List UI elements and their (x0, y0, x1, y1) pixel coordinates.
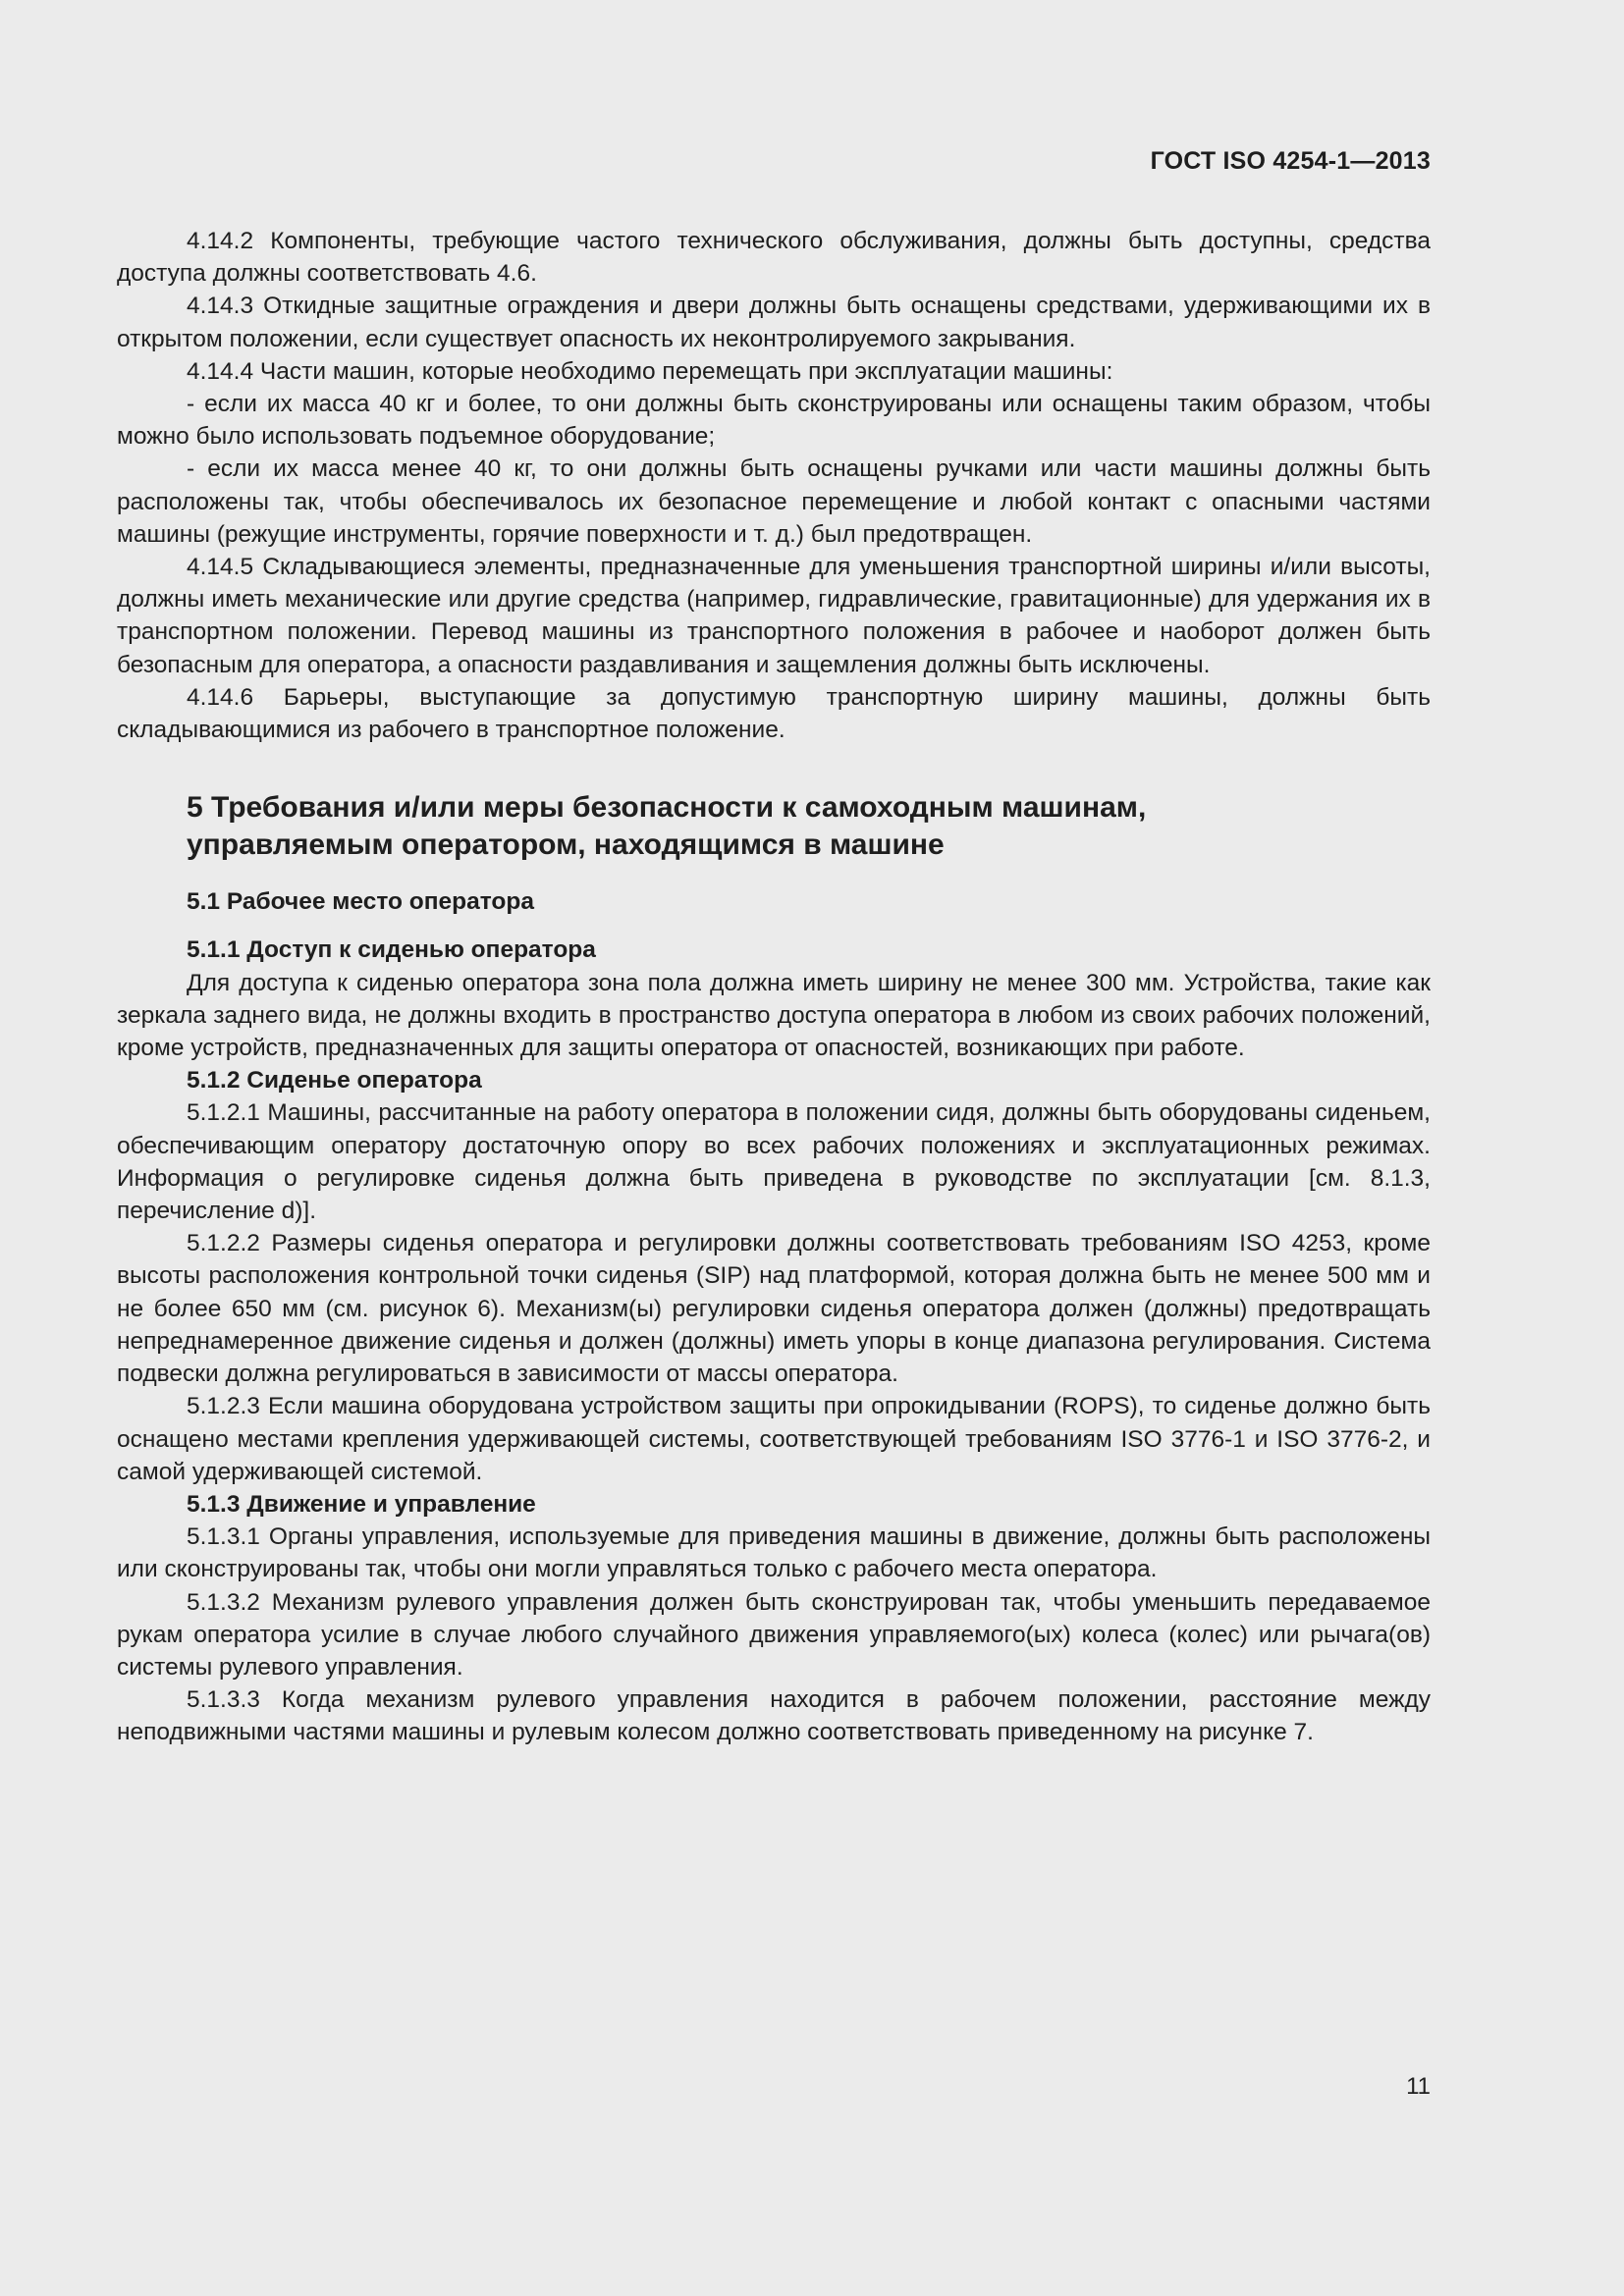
document-code-header: ГОСТ ISO 4254-1—2013 (1150, 147, 1431, 175)
heading-5-1-2: 5.1.2 Сиденье оператора (187, 1067, 482, 1095)
page-number: 11 (1406, 2073, 1431, 2100)
heading-5-1-1: 5.1.1 Доступ к сиденью оператора (187, 936, 596, 964)
section-5-title-line1: 5 Требования и/или меры безопасности к самоходным машинам, (187, 791, 1147, 825)
paragraph-4-14-6: 4.14.6 Барьеры, выступающие за допустимую транспортную ширину машины, должны быть складывающимися из рабочего в транспортное положение. (117, 683, 1431, 744)
section-5-title-line2: управляемым оператором, находящимся в машине (187, 828, 945, 862)
list-item-mass-under-40kg: - если их масса менее 40 кг, то они должны быть оснащены ручками или части машины должны быть расположены так, чтобы обеспечивалось их безопасное перемещение и любой контакт с опасными частями машины (режущие инструменты, горячие поверхности и т. д.) был предотвращен. (117, 455, 1431, 548)
paragraph-4-14-5: 4.14.5 Складывающиеся элементы, предназначенные для уменьшения транспортной ширины и/или высоты, должны иметь механические или другие средства (например, гидравлические, гравитационные) для удержания их в транспортном положении. Перевод машины из транспортного положения в рабочее и наоборот должен быть безопасным для оператора, а опасности раздавливания и защемления должны быть исключены. (117, 554, 1431, 678)
paragraph-4-14-4: 4.14.4 Части машин, которые необходимо перемещать при эксплуатации машины: (187, 357, 1113, 385)
paragraph-5-1-1: Для доступа к сиденью оператора зона пола должна иметь ширину не менее 300 мм. Устройства, такие как зеркала заднего вида, не должны входить в пространство доступа оператора в любом из своих рабочих положений, кроме устройств, предназначенных для защиты оператора от опасностей, возникающих при работе. (117, 969, 1431, 1062)
paragraph-5-1-2-3: 5.1.2.3 Если машина оборудована устройством защиты при опрокидывании (ROPS), то сиденье должно быть оснащено местами крепления удерживающей системы, соответствующей требованиям ISO 3776-1 и ISO 3776-2, и самой удерживающей системой. (117, 1393, 1431, 1485)
heading-5-1: 5.1 Рабочее место оператора (187, 888, 534, 916)
heading-5-1-3: 5.1.3 Движение и управление (187, 1490, 536, 1518)
section-5-title (187, 789, 1431, 864)
paragraph-5-1-2-1: 5.1.2.1 Машины, рассчитанные на работу оператора в положении сидя, должны быть оборудованы сиденьем, обеспечивающим оператору достаточную опору во всех рабочих положениях и эксплуатационных режимах. Информация о регулировке сиденья должна быть приведена в руководстве по эксплуатации [см. 8.1.3, перечисление d)]. (117, 1099, 1431, 1225)
paragraph-5-1-2-2: 5.1.2.2 Размеры сиденья оператора и регулировки должны соответствовать требованиям ISO 4253, кроме высоты расположения контрольной точки сиденья (SIP) над платформой, которая должна быть не менее 500 мм и не более 650 мм (см. рисунок 6). Механизм(ы) регулировки сиденья оператора должен (должны) предотвращать непреднамеренное движение сиденья и должен (должны) иметь упоры в конце диапазона регулирования. Система подвески должна регулироваться в зависимости от массы оператора. (117, 1230, 1431, 1388)
page-content (117, 225, 1431, 1749)
list-item-mass-over-40kg: - если их масса 40 кг и более, то они должны быть сконструированы или оснащены таким образом, чтобы можно было использовать подъемное оборудование; (117, 391, 1431, 451)
paragraph-4-14-2: 4.14.2 Компоненты, требующие частого технического обслуживания, должны быть доступны, средства доступа должны соответствовать 4.6. (117, 228, 1431, 288)
paragraph-5-1-3-3: 5.1.3.3 Когда механизм рулевого управления находится в рабочем положении, расстояние между неподвижными частями машины и рулевым колесом должно соответствовать приведенному на рисунке 7. (117, 1686, 1431, 1746)
paragraph-4-14-3: 4.14.3 Откидные защитные ограждения и двери должны быть оснащены средствами, удерживающими их в открытом положении, если существует опасность их неконтролируемого закрывания. (117, 293, 1431, 352)
paragraph-5-1-3-1: 5.1.3.1 Органы управления, используемые для приведения машины в движение, должны быть расположены или сконструированы так, чтобы они могли управляться только с рабочего места оператора. (117, 1523, 1431, 1583)
paragraph-5-1-3-2: 5.1.3.2 Механизм рулевого управления должен быть сконструирован так, чтобы уменьшить передаваемое рукам оператора усилие в случае любого случайного движения управляемого(ых) колеса (колес) или рычага(ов) системы рулевого управления. (117, 1588, 1431, 1681)
